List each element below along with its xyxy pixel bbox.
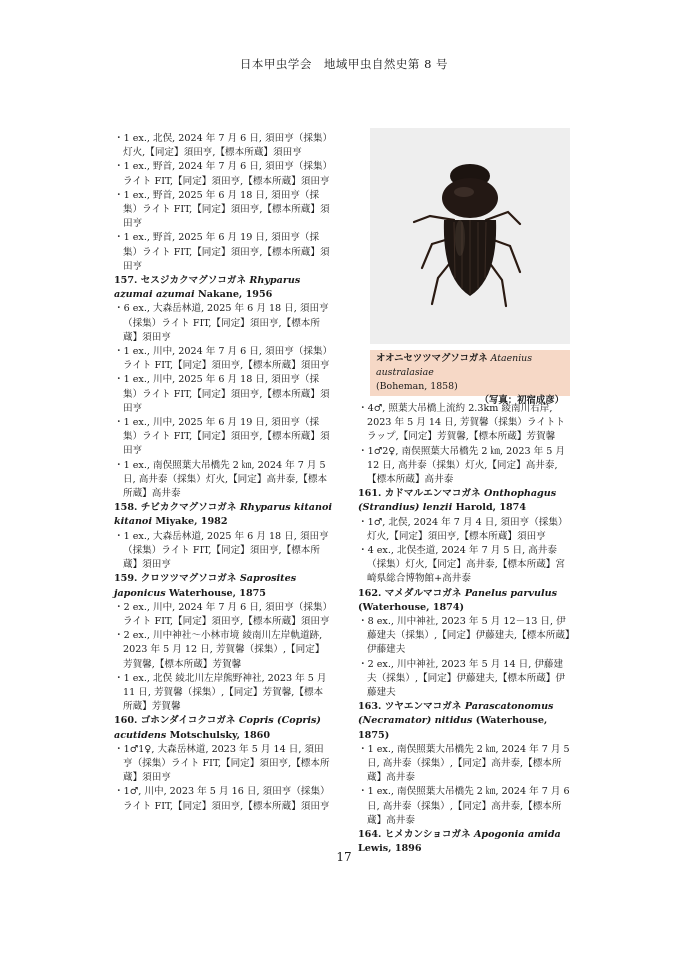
species-japanese-name: ツヤエンマコガネ [384,701,462,713]
species-heading [114,274,332,302]
species-author: Waterhouse, 1875 [168,587,266,599]
record-entry: ・1♂1♀, 大森岳林道, 2023 年 5 月 14 日, 須田亨（採集）ライト FIT,【同定】須田亨,【標本所蔵】須田亨 [114,743,330,784]
species-author: (Waterhouse, 1874) [358,601,465,613]
species-japanese-name: チビカクマグソコガネ [140,502,237,514]
left-column [114,132,332,814]
species-scientific-name: Panelus parvulus [464,587,557,599]
species-number: 162. [358,587,382,599]
species-scientific-name: Saprosites japonicus [114,573,297,599]
record-entry: ・1 ex., 北俣, 2024 年 7 月 6 日, 須田亨（採集）灯火,【同定】須田亨,【標本所蔵】須田亨 [114,133,328,159]
species-heading [358,700,572,743]
record-entry: ・1 ex., 大森岳林道, 2025 年 6 月 18 日, 須田亨（採集）ライト FIT,【同定】須田亨,【標本所蔵】須田亨 [114,530,329,571]
record-entry: ・1 ex., 南俣照葉大吊橋先 2 ㎞, 2024 年 7 月 5 日, 高井泰（採集）,【同定】高井泰,【標本所蔵】高井泰 [358,743,570,784]
record-entry: ・1 ex., 南俣照葉大吊橋先 2 ㎞, 2024 年 7 月 5 日, 高井泰（採集）灯火,【同定】高井泰,【標本所蔵】高井泰 [114,459,328,500]
record-entry: ・2 ex., 川中, 2024 年 7 月 6 日, 須田亨（採集）ライト FIT,【同定】須田亨,【標本所蔵】須田亨 [114,601,330,627]
species-scientific-name: Rhyparus azumai azumai [114,275,301,301]
journal-header: 日本甲虫学会 地域甲虫自然史第 8 号 [239,57,449,71]
species-japanese-name: ゴホンダイコクコガネ [140,715,236,727]
species-japanese-name: マメダルマコガネ [384,587,462,599]
record-entry: ・1♂, 北俣, 2024 年 7 月 4 日, 須田亨（採集）灯火,【同定】須田亨,【標本所蔵】須田亨 [358,516,568,542]
species-number: 164. [358,829,382,841]
species-number: 159. [114,573,138,585]
species-author: (Waterhouse, 1875) [358,715,548,741]
record-entry: ・1 ex., 南俣照葉大吊橋先 2 ㎞, 2024 年 7 月 6 日, 高井泰（採集）,【同定】高井泰,【標本所蔵】高井泰 [358,786,570,826]
record-entry: ・1 ex., 北俣 綾北川左岸熊野神社, 2023 年 5 月 11 日, 芳賀馨（採集）,【同定】芳賀馨,【標本所蔵】芳賀馨 [114,672,327,713]
caption-scientific-name: Ataenius australasiae [376,353,533,378]
species-heading [114,501,332,529]
caption-author: (Boheman, 1858) [376,381,458,392]
species-japanese-name: ヒメカンショコガネ [384,829,471,841]
record-entry: ・1 ex., 野首, 2024 年 7 月 6 日, 須田亨（採集）ライト FIT,【同定】須田亨,【標本所蔵】須田亨 [114,161,330,187]
record-entry: ・2 ex., 川中神社～小林市境 綾南川左岸軌道跡, 2023 年 5 月 12 日, 芳賀馨（採集）,【同定】芳賀馨,【標本所蔵】芳賀馨 [114,630,325,670]
record-entry: ・4 ex., 北俣杢道, 2024 年 7 月 5 日, 高井泰（採集）灯火,【同定】高井泰,【標本所蔵】宮崎県総合博物館+高井泰 [358,545,565,585]
record-entry: ・4♂, 照葉大吊橋上流約 2.3km 綾南川右岸, 2023 年 5 月 14 日, 芳賀馨（採集）ライトトラップ,【同定】芳賀馨,【標本所蔵】芳賀馨 [358,403,566,443]
record-entry: ・1 ex., 川中, 2024 年 7 月 6 日, 須田亨（採集）ライト FIT,【同定】須田亨,【標本所蔵】須田亨 [114,346,330,372]
photo-caption [370,350,570,406]
page-number: 17 [336,850,352,864]
record-entry: ・1 ex., 野首, 2025 年 6 月 19 日, 須田亨（採集）ライト FIT,【同定】須田亨,【標本所蔵】須田亨 [114,232,330,272]
species-scientific-name: Apogonia amida [473,829,561,841]
species-japanese-name: セスジカクマグソコガネ [140,275,247,287]
species-scientific-name: Parascatonomus (Necramator) nitidus [358,701,554,727]
species-author: Harold, 1874 [455,502,527,514]
photo-credit: （写真：初宿成彦） [479,395,564,406]
caption-japanese-name: オオニセツツマグソコガネ [376,353,488,364]
record-entry: ・2 ex., 川中神社, 2023 年 5 月 14 日, 伊藤建夫（採集）,【同定】伊藤建夫,【標本所蔵】伊藤建夫 [358,658,565,699]
species-scientific-name: Onthophagus (Strandius) lenzii [358,488,557,514]
species-author: Lewis, 1896 [358,843,422,855]
species-number: 161. [358,488,382,500]
species-number: 160. [114,715,138,727]
record-entry: ・6 ex., 大森岳林道, 2025 年 6 月 18 日, 須田亨（採集）ライト FIT,【同定】須田亨,【標本所蔵】須田亨 [114,303,329,343]
record-entry: ・1 ex., 野首, 2025 年 6 月 18 日, 須田亨（採集）ライト FIT,【同定】須田亨,【標本所蔵】須田亨 [114,189,330,230]
species-number: 157. [114,275,138,287]
species-japanese-name: カドマルエンマコガネ [384,488,481,500]
species-author: Nakane, 1956 [198,289,273,301]
species-author: Miyake, 1982 [155,516,228,528]
beetle-photo [370,128,570,344]
record-entry: ・1 ex., 川中, 2025 年 6 月 19 日, 須田亨（採集）ライト FIT,【同定】須田亨,【標本所蔵】須田亨 [114,417,330,457]
species-scientific-name: Copris (Copris) acutidens [114,715,321,741]
species-japanese-name: クロツツマグソコガネ [140,573,237,585]
record-entry: ・1♂, 川中, 2023 年 5 月 16 日, 須田亨（採集）ライト FIT,【同定】須田亨,【標本所蔵】須田亨 [114,786,330,812]
record-entry: ・8 ex., 川中神社, 2023 年 5 月 12－13 日, 伊藤建夫（採集）,【同定】伊藤建夫,【標本所蔵】伊藤建夫 [358,616,570,656]
species-author: Motschulsky, 1860 [169,729,271,741]
right-column [358,402,572,857]
record-entry: ・1 ex., 川中, 2025 年 6 月 18 日, 須田亨（採集）ライト FIT,【同定】須田亨,【標本所蔵】須田亨 [114,374,330,414]
record-entry: ・1♂2♀, 南俣照葉大吊橋先 2 ㎞, 2023 年 5 月 12 日, 高井泰（採集）灯火,【同定】高井泰,【標本所蔵】高井泰 [358,445,566,486]
species-heading [358,487,572,515]
beetle-icon [370,128,570,344]
species-heading [114,714,332,742]
species-heading [358,587,572,615]
species-heading [114,572,332,600]
species-number: 158. [114,502,138,514]
species-number: 163. [358,701,382,713]
species-scientific-name: Rhyparus kitanoi kitanoi [114,502,332,528]
